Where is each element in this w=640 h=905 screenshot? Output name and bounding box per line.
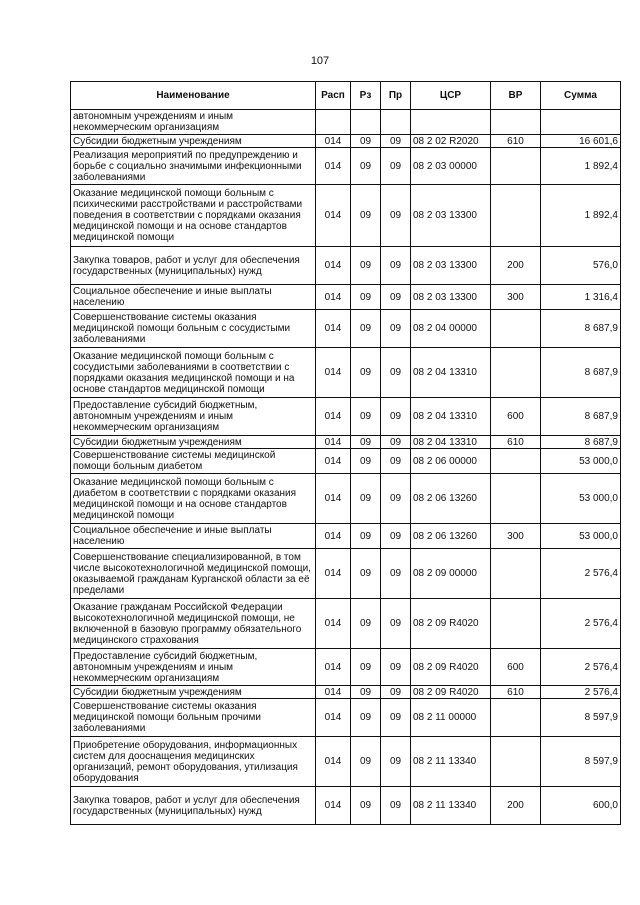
cell-pr: 09 bbox=[381, 285, 411, 310]
cell-csr: 08 2 04 13310 bbox=[411, 398, 491, 436]
cell-rasp: 014 bbox=[316, 599, 351, 649]
header-rasp: Расп bbox=[316, 82, 351, 110]
cell-sum: 1 892,4 bbox=[541, 148, 621, 185]
cell-rasp: 014 bbox=[316, 524, 351, 549]
cell-sum: 2 576,4 bbox=[541, 549, 621, 599]
cell-pr: 09 bbox=[381, 398, 411, 436]
cell-rz: 09 bbox=[351, 285, 381, 310]
cell-vr bbox=[491, 310, 541, 348]
cell-name: Предоставление субсидий бюджетным, автономным учреждениям и иным некоммерческим организациям bbox=[71, 649, 316, 686]
cell-rz: 09 bbox=[351, 737, 381, 787]
table-row bbox=[71, 599, 621, 649]
cell-name: Субсидии бюджетным учреждениям bbox=[71, 135, 316, 148]
cell-rz: 09 bbox=[351, 185, 381, 247]
table-row bbox=[71, 524, 621, 549]
table-row bbox=[71, 737, 621, 787]
cell-csr: 08 2 11 00000 bbox=[411, 699, 491, 737]
cell-sum: 8 687,9 bbox=[541, 348, 621, 398]
cell-csr: 08 2 03 13300 bbox=[411, 285, 491, 310]
page-number: 107 bbox=[310, 55, 330, 67]
table-row bbox=[71, 247, 621, 285]
cell-sum: 16 601,6 bbox=[541, 135, 621, 148]
header-sum: Сумма bbox=[541, 82, 621, 110]
cell-rz: 09 bbox=[351, 549, 381, 599]
table-row bbox=[71, 787, 621, 825]
cell-vr: 200 bbox=[491, 787, 541, 825]
cell-pr: 09 bbox=[381, 348, 411, 398]
cell-sum: 576,0 bbox=[541, 247, 621, 285]
cell-csr: 08 2 03 13300 bbox=[411, 185, 491, 247]
cell-name: Совершенствование системы оказания медицинской помощи больным прочими заболеваниями bbox=[71, 699, 316, 737]
cell-name: Совершенствование системы медицинской помощи больным диабетом bbox=[71, 449, 316, 474]
cell-sum: 2 576,4 bbox=[541, 649, 621, 686]
cell-pr: 09 bbox=[381, 686, 411, 699]
cell-vr bbox=[491, 599, 541, 649]
cell-csr: 08 2 03 00000 bbox=[411, 148, 491, 185]
cell-vr: 610 bbox=[491, 135, 541, 148]
cell-vr: 300 bbox=[491, 524, 541, 549]
cell-rz bbox=[351, 110, 381, 135]
table-row bbox=[71, 449, 621, 474]
table-body bbox=[71, 110, 621, 825]
cell-name: Закупка товаров, работ и услуг для обеспечения государственных (муниципальных) нужд bbox=[71, 247, 316, 285]
cell-sum: 2 576,4 bbox=[541, 599, 621, 649]
cell-vr bbox=[491, 449, 541, 474]
cell-pr bbox=[381, 110, 411, 135]
cell-rasp: 014 bbox=[316, 247, 351, 285]
cell-rz: 09 bbox=[351, 649, 381, 686]
cell-name: автономным учреждениям и иным некоммерческим организациям bbox=[71, 110, 316, 135]
cell-rz: 09 bbox=[351, 436, 381, 449]
cell-rasp: 014 bbox=[316, 148, 351, 185]
cell-rasp: 014 bbox=[316, 474, 351, 524]
table-row bbox=[71, 348, 621, 398]
table-row bbox=[71, 686, 621, 699]
cell-name: Совершенствование системы оказания медицинской помощи больным с сосудистыми заболеваниями bbox=[71, 310, 316, 348]
header-vr: ВР bbox=[491, 82, 541, 110]
cell-rasp: 014 bbox=[316, 449, 351, 474]
cell-rz: 09 bbox=[351, 787, 381, 825]
cell-pr: 09 bbox=[381, 247, 411, 285]
cell-rasp: 014 bbox=[316, 348, 351, 398]
cell-csr: 08 2 09 R4020 bbox=[411, 686, 491, 699]
table-header-row bbox=[71, 82, 621, 110]
cell-vr bbox=[491, 185, 541, 247]
cell-name: Реализация мероприятий по предупреждению и борьбе с социально значимыми инфекционными заболеваниями bbox=[71, 148, 316, 185]
cell-pr: 09 bbox=[381, 699, 411, 737]
cell-sum: 1 892,4 bbox=[541, 185, 621, 247]
cell-sum: 8 687,9 bbox=[541, 310, 621, 348]
table-row bbox=[71, 436, 621, 449]
cell-csr: 08 2 03 13300 bbox=[411, 247, 491, 285]
header-csr: ЦСР bbox=[411, 82, 491, 110]
cell-sum: 8 597,9 bbox=[541, 737, 621, 787]
cell-vr: 610 bbox=[491, 436, 541, 449]
table-row bbox=[71, 110, 621, 135]
cell-vr bbox=[491, 737, 541, 787]
cell-pr: 09 bbox=[381, 524, 411, 549]
cell-rz: 09 bbox=[351, 310, 381, 348]
cell-sum: 53 000,0 bbox=[541, 524, 621, 549]
cell-vr bbox=[491, 699, 541, 737]
cell-sum: 8 687,9 bbox=[541, 436, 621, 449]
cell-name: Оказание медицинской помощи больным с диабетом в соответствии с порядками оказания медицинской помощи и на основе стандартов медицинской помощи bbox=[71, 474, 316, 524]
cell-csr: 08 2 04 13310 bbox=[411, 436, 491, 449]
cell-rasp: 014 bbox=[316, 310, 351, 348]
cell-name: Социальное обеспечение и иные выплаты населению bbox=[71, 524, 316, 549]
cell-pr: 09 bbox=[381, 737, 411, 787]
table-row bbox=[71, 474, 621, 524]
cell-rasp: 014 bbox=[316, 737, 351, 787]
cell-rz: 09 bbox=[351, 247, 381, 285]
cell-rasp: 014 bbox=[316, 436, 351, 449]
cell-rasp: 014 bbox=[316, 135, 351, 148]
cell-sum: 8 597,9 bbox=[541, 699, 621, 737]
cell-vr: 610 bbox=[491, 686, 541, 699]
cell-sum: 8 687,9 bbox=[541, 398, 621, 436]
cell-pr: 09 bbox=[381, 599, 411, 649]
cell-rasp: 014 bbox=[316, 185, 351, 247]
cell-rasp: 014 bbox=[316, 787, 351, 825]
cell-name: Предоставление субсидий бюджетным, автономным учреждениям и иным некоммерческим организациям bbox=[71, 398, 316, 436]
cell-vr: 600 bbox=[491, 398, 541, 436]
cell-rz: 09 bbox=[351, 449, 381, 474]
header-name: Наименование bbox=[71, 82, 316, 110]
cell-rz: 09 bbox=[351, 524, 381, 549]
cell-rasp: 014 bbox=[316, 649, 351, 686]
cell-rz: 09 bbox=[351, 599, 381, 649]
cell-name: Субсидии бюджетным учреждениям bbox=[71, 686, 316, 699]
cell-sum: 2 576,4 bbox=[541, 686, 621, 699]
cell-csr: 08 2 11 13340 bbox=[411, 787, 491, 825]
budget-table bbox=[70, 81, 621, 825]
cell-csr: 08 2 04 13310 bbox=[411, 348, 491, 398]
cell-sum: 1 316,4 bbox=[541, 285, 621, 310]
header-pr: Пр bbox=[381, 82, 411, 110]
cell-pr: 09 bbox=[381, 310, 411, 348]
cell-csr: 08 2 06 13260 bbox=[411, 474, 491, 524]
cell-csr: 08 2 09 00000 bbox=[411, 549, 491, 599]
cell-pr: 09 bbox=[381, 436, 411, 449]
cell-csr: 08 2 11 13340 bbox=[411, 737, 491, 787]
cell-rz: 09 bbox=[351, 148, 381, 185]
cell-pr: 09 bbox=[381, 185, 411, 247]
cell-pr: 09 bbox=[381, 449, 411, 474]
cell-csr: 08 2 06 00000 bbox=[411, 449, 491, 474]
cell-sum: 600,0 bbox=[541, 787, 621, 825]
cell-csr: 08 2 06 13260 bbox=[411, 524, 491, 549]
table-row bbox=[71, 699, 621, 737]
table-row bbox=[71, 649, 621, 686]
cell-csr: 08 2 04 00000 bbox=[411, 310, 491, 348]
cell-vr bbox=[491, 110, 541, 135]
cell-sum bbox=[541, 110, 621, 135]
cell-sum: 53 000,0 bbox=[541, 474, 621, 524]
cell-rz: 09 bbox=[351, 474, 381, 524]
cell-name: Приобретение оборудования, информационных систем для дооснащения медицинских организаций, ремонт оборудования, утилизация оборудования bbox=[71, 737, 316, 787]
table-row bbox=[71, 398, 621, 436]
cell-csr bbox=[411, 110, 491, 135]
cell-csr: 08 2 02 R2020 bbox=[411, 135, 491, 148]
cell-rz: 09 bbox=[351, 348, 381, 398]
cell-vr bbox=[491, 474, 541, 524]
cell-vr bbox=[491, 148, 541, 185]
header-rz: Рз bbox=[351, 82, 381, 110]
table-row bbox=[71, 135, 621, 148]
cell-rasp: 014 bbox=[316, 398, 351, 436]
cell-rasp: 014 bbox=[316, 285, 351, 310]
cell-name: Оказание медицинской помощи больным с сосудистыми заболеваниями в соответствии с порядками оказания медицинской помощи и на основе стандартов медицинской помощи bbox=[71, 348, 316, 398]
cell-name: Оказание медицинской помощи больным с психическими расстройствами и расстройствами поведения в соответствии с порядками оказания медицинской помощи и на основе стандартов медицинской помощи bbox=[71, 185, 316, 247]
cell-pr: 09 bbox=[381, 148, 411, 185]
cell-pr: 09 bbox=[381, 549, 411, 599]
cell-rz: 09 bbox=[351, 135, 381, 148]
cell-name: Социальное обеспечение и иные выплаты населению bbox=[71, 285, 316, 310]
cell-rz: 09 bbox=[351, 699, 381, 737]
cell-vr bbox=[491, 549, 541, 599]
cell-sum: 53 000,0 bbox=[541, 449, 621, 474]
cell-rasp: 014 bbox=[316, 549, 351, 599]
cell-pr: 09 bbox=[381, 135, 411, 148]
cell-csr: 08 2 09 R4020 bbox=[411, 649, 491, 686]
cell-name: Субсидии бюджетным учреждениям bbox=[71, 436, 316, 449]
cell-vr bbox=[491, 348, 541, 398]
cell-pr: 09 bbox=[381, 474, 411, 524]
table-row bbox=[71, 310, 621, 348]
table-row bbox=[71, 148, 621, 185]
cell-name: Закупка товаров, работ и услуг для обеспечения государственных (муниципальных) нужд bbox=[71, 787, 316, 825]
cell-name: Оказание гражданам Российской Федерации высокотехнологичной медицинской помощи, не включенной в базовую программу обязательного медицинского страхования bbox=[71, 599, 316, 649]
cell-name: Совершенствование специализированной, в том числе высокотехнологичной медицинской помощи, оказываемой гражданам Курганской области за её пределами bbox=[71, 549, 316, 599]
table-row bbox=[71, 185, 621, 247]
cell-rz: 09 bbox=[351, 398, 381, 436]
cell-pr: 09 bbox=[381, 649, 411, 686]
cell-rz: 09 bbox=[351, 686, 381, 699]
cell-rasp: 014 bbox=[316, 699, 351, 737]
cell-pr: 09 bbox=[381, 787, 411, 825]
cell-vr: 300 bbox=[491, 285, 541, 310]
table-row bbox=[71, 549, 621, 599]
cell-vr: 200 bbox=[491, 247, 541, 285]
cell-rasp bbox=[316, 110, 351, 135]
cell-rasp: 014 bbox=[316, 686, 351, 699]
cell-csr: 08 2 09 R4020 bbox=[411, 599, 491, 649]
cell-vr: 600 bbox=[491, 649, 541, 686]
table-row bbox=[71, 285, 621, 310]
